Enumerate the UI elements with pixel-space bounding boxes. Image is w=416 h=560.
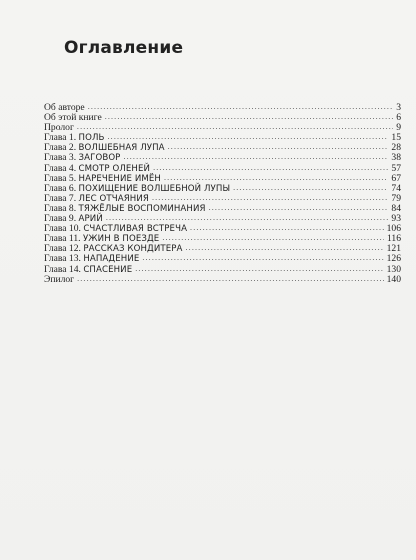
dot-leader [152, 193, 388, 203]
toc-entry-prefix: Глава 12. [44, 243, 84, 255]
toc-entry-prefix: Глава 1. [44, 132, 79, 144]
toc-entry-chapter-name: РАССКАЗ КОНДИТЕРА [83, 244, 183, 255]
toc-entry-prefix: Глава 3. [44, 152, 79, 164]
page-title: Оглавление [64, 38, 184, 58]
toc-entry-page-number: 9 [396, 122, 401, 134]
dot-leader [108, 132, 389, 142]
toc-entry-prefix: Эпилог [44, 273, 75, 285]
dot-leader [233, 183, 388, 193]
toc-entry-page-number: 106 [386, 223, 401, 235]
toc-entry-page-number: 79 [391, 192, 401, 204]
toc-entry-prefix: Глава 10. [44, 223, 84, 235]
toc-entry-page-number: 140 [386, 273, 401, 285]
dot-leader [190, 223, 384, 233]
toc-entry-chapter-name: УЖИН В ПОЕЗДЕ [82, 234, 160, 245]
toc-entry-chapter-name: ЛЕС ОТЧАЯНИЯ [78, 193, 149, 204]
toc-entry-chapter-name: НАРЕЧЕНИЕ ИМЁН [78, 173, 161, 184]
dot-leader [88, 102, 394, 112]
toc-entry-page-number: 130 [386, 263, 401, 275]
dot-leader [77, 122, 393, 132]
table-of-contents [44, 103, 401, 285]
toc-entry-chapter-name: ПОХИЩЕНИЕ ВОЛШЕБНОЙ ЛУПЫ [78, 183, 231, 194]
toc-entry-page-number: 67 [391, 172, 401, 184]
toc-entry-page-number: 84 [391, 202, 401, 214]
toc-entry-chapter-name: СПАСЕНИЕ [83, 264, 133, 275]
toc-entry-prefix: Пролог [44, 122, 74, 134]
toc-entry-prefix: Глава 4. [44, 162, 79, 174]
dot-leader [142, 253, 383, 263]
dot-leader [123, 152, 388, 162]
dot-leader [162, 233, 384, 243]
toc-entry-prefix: Глава 2. [44, 142, 79, 154]
toc-entry-prefix: Глава 7. [44, 192, 79, 204]
toc-entry-page-number: 121 [386, 243, 401, 255]
dot-leader [168, 142, 389, 152]
toc-entry-page-number: 126 [386, 253, 401, 265]
dot-leader [209, 203, 389, 213]
toc-entry-prefix: Об этой книге [44, 112, 102, 124]
dot-leader [77, 274, 383, 284]
toc-entry-prefix: Глава 9. [44, 213, 79, 225]
toc-entry-chapter-name: АРИЙ [78, 214, 103, 225]
toc-entry-page-number: 6 [396, 112, 401, 124]
toc-entry-label [44, 275, 74, 285]
toc-entry-chapter-name: ВОЛШЕБНАЯ ЛУПА [78, 143, 165, 154]
toc-entry-page-number: 28 [391, 142, 401, 154]
toc-entry-prefix: Глава 6. [44, 182, 79, 194]
toc-entry-prefix: Глава 14. [44, 263, 84, 275]
toc-entry-chapter-name: СМОТР ОЛЕНЕЙ [78, 163, 151, 174]
toc-entry-prefix: Глава 13. [44, 253, 84, 265]
toc-entry-chapter-name: ТЯЖЁЛЫЕ ВОСПОМИНАНИЯ [78, 203, 206, 214]
toc-entry-page-number: 74 [391, 182, 401, 194]
dot-leader [106, 213, 389, 223]
dot-leader [135, 264, 383, 274]
dot-leader [164, 173, 388, 183]
toc-entry-chapter-name: ЗАГОВОР [78, 153, 121, 164]
toc-entry-page-number: 38 [391, 152, 401, 164]
toc-entry-prefix: Глава 5. [44, 172, 79, 184]
toc-entry-page-number: 15 [391, 132, 401, 144]
toc-entry-page-number: 57 [391, 162, 401, 174]
toc-entry-page-number: 3 [396, 102, 401, 113]
toc-entry-page-number: 116 [386, 233, 401, 245]
toc-entry-chapter-name: СЧАСТЛИВАЯ ВСТРЕЧА [83, 224, 188, 235]
toc-entry-prefix: Глава 11. [44, 233, 83, 245]
toc-entry [44, 275, 401, 285]
dot-leader [153, 163, 388, 173]
dot-leader [186, 243, 384, 253]
toc-entry-chapter-name: ПОЛЬ [78, 133, 105, 144]
toc-entry-prefix: Глава 8. [44, 202, 79, 214]
dot-leader [105, 112, 393, 122]
toc-entry-chapter-name: НАПАДЕНИЕ [83, 254, 140, 265]
toc-entry-page-number: 93 [391, 213, 401, 225]
toc-entry-prefix: Об авторе [44, 102, 85, 113]
